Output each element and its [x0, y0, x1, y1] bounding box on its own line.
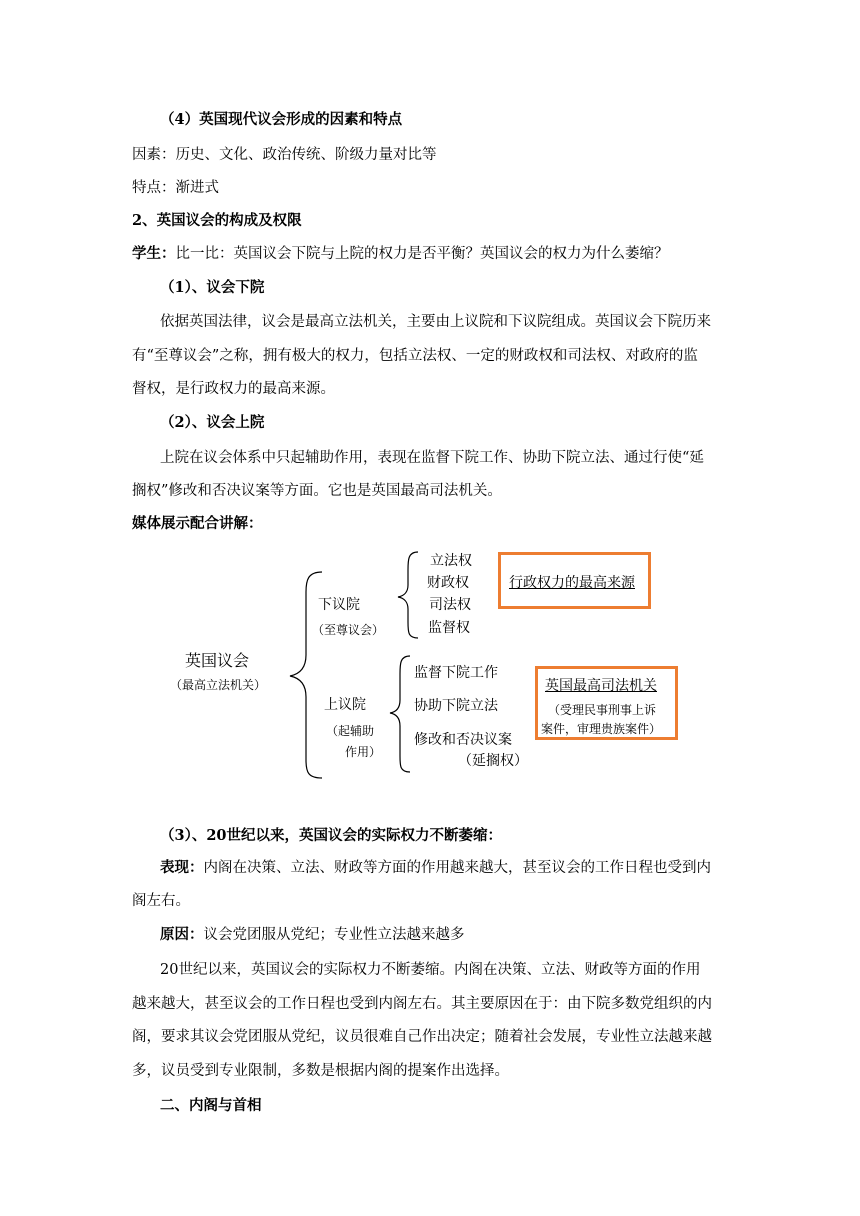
show-text-1: 内阁在决策、立法、财政等方面的作用越来越大，甚至议会的工作日程也受到内: [203, 860, 711, 876]
diagram-lower-house: 下议院: [318, 597, 360, 613]
upper-delay: （延搁权）: [458, 753, 528, 769]
show-line1: [160, 858, 711, 878]
lower-house-para-line2: 有“至尊议会”之称，拥有极大的权力，包括立法权、一定的财政权和司法权、对政府的监: [132, 348, 698, 364]
section-2-heading: 2、英国议会的构成及权限: [132, 212, 302, 229]
upper-role-0: 监督下院工作: [414, 665, 498, 681]
factors-label: 因素：: [132, 147, 176, 163]
lower-box-text: 行政权力的最高来源: [509, 575, 635, 591]
upper-house-para-line2: 搁权”修改和否决议案等方面。它也是英国最高司法机关。: [132, 483, 502, 499]
factors-text: 历史、文化、政治传统、阶级力量对比等: [175, 147, 437, 163]
para-20c-line4: 多，议员受到专业限制，多数是根据内阁的提案作出选择。: [132, 1063, 509, 1079]
lower-power-0: 立法权: [430, 553, 472, 569]
media-heading: 媒体展示配合讲解：: [132, 515, 263, 532]
lower-power-2: 司法权: [429, 597, 471, 613]
para-20c-line2: 越来越大，甚至议会的工作日程也受到内阁左右。其主要原因在于：由下院多数党组织的内: [132, 996, 712, 1012]
diagram-lower-note: （至尊议会）: [312, 623, 385, 637]
para-20c-line3: 阁，要求其议会党团服从党纪，议员很难自己作出决定；随着社会发展，专业性立法越来越: [132, 1029, 712, 1045]
diagram-upper-note-1: （起辅助: [326, 724, 375, 738]
reason-text: 议会党团服从党纪；专业性立法越来越多: [203, 927, 465, 943]
diagram-root-note: （最高立法机关）: [170, 678, 267, 692]
upper-box: [535, 666, 678, 740]
upper-box-note-2: 案件，审理贵族案件）: [541, 722, 662, 736]
show-line2: 阁左右。: [132, 893, 190, 909]
section-3-heading: （3）、20世纪以来，英国议会的实际权力不断萎缩：: [160, 827, 503, 844]
student-label: 学生：: [132, 245, 176, 262]
upper-role-1: 协助下院立法: [414, 698, 498, 714]
show-label: 表现：: [160, 859, 204, 876]
reason-label: 原因：: [160, 926, 204, 943]
upper-box-note-1: （受理民事刑事上诉: [548, 703, 657, 717]
upper-box-title: 英国最高司法机关: [545, 678, 657, 694]
lower-house-para-line1: 依据英国法律，议会是最高立法机关，主要由上议院和下议院组成。英国议会下院历来: [160, 314, 711, 330]
upper-house-heading: （2）、议会上院: [160, 414, 265, 431]
section-cabinet-heading: 二、内阁与首相: [160, 1097, 262, 1114]
diagram-upper-note-2: 作用）: [345, 745, 382, 759]
student-question-text: 比一比：英国议会下院与上院的权力是否平衡？英国议会的权力为什么萎缩？: [175, 246, 669, 262]
features-text: 渐进式: [175, 180, 219, 196]
upper-role-2: 修改和否决议案: [414, 732, 512, 748]
diagram-root: 英国议会: [185, 651, 250, 670]
upper-house-para-line1: 上院在议会体系中只起辅助作用，表现在监督下院工作、协助下院立法、通过行使“延: [160, 450, 704, 466]
lower-house-heading: （1）、议会下院: [160, 279, 265, 296]
lower-power-3: 监督权: [428, 620, 470, 636]
lower-power-1: 财政权: [427, 575, 469, 591]
lower-box: [498, 552, 651, 609]
features-label: 特点：: [132, 180, 176, 196]
upper-brace: [390, 656, 410, 772]
para-20c-line1: 20世纪以来，英国议会的实际权力不断萎缩。内阁在决策、立法、财政等方面的作用: [160, 962, 701, 978]
diagram-upper-house: 上议院: [324, 697, 366, 713]
heading-factors-features: （4）英国现代议会形成的因素和特点: [160, 111, 403, 128]
reason-line: [160, 925, 465, 945]
lower-house-para-line3: 督权，是行政权力的最高来源。: [132, 381, 335, 397]
lower-brace: [398, 552, 418, 638]
